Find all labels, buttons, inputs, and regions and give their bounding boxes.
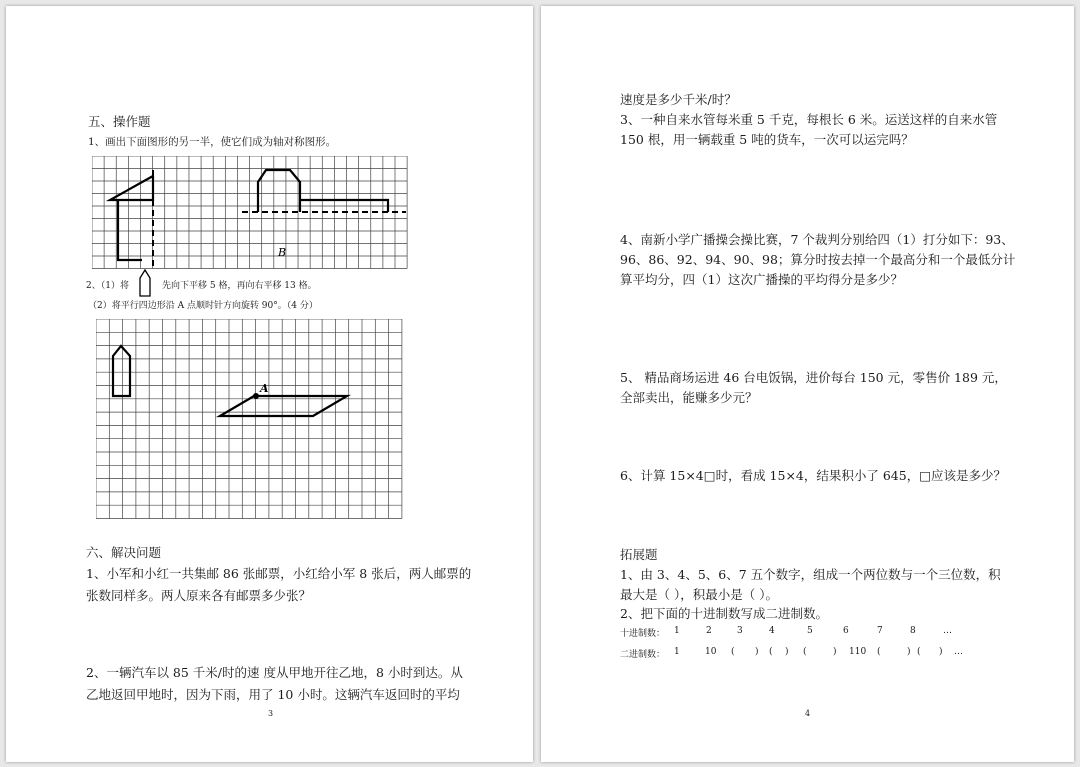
decimal-value: 3 — [737, 626, 743, 636]
problem5-line2: 全部卖出，能赚多少元？ — [620, 390, 758, 405]
question-1: 1、画出下面图形的另一半，使它们成为轴对称图形。 — [88, 136, 337, 148]
page-number-left: 3 — [268, 709, 274, 718]
problem4-line3: 算平均分，四（1）这次广播操的平均得分是多少？ — [620, 272, 903, 287]
decimal-value: 5 — [807, 626, 813, 636]
binary-value[interactable]: ( — [731, 647, 735, 657]
binary-value[interactable]: ) — [907, 647, 911, 657]
decimal-value: … — [943, 626, 952, 636]
section5-title: 五、操作题 — [88, 114, 151, 129]
page-number-right: 4 — [805, 709, 811, 718]
binary-value[interactable]: ( — [769, 647, 773, 657]
problem1-line2: 张数同样多。两人原来各有邮票多少张？ — [86, 588, 312, 603]
problem5-line1: 5、 精品商场运进 46 台电饭锅，进价每台 150 元，零售价 189 元， — [620, 370, 1007, 385]
grid1-label: B — [278, 246, 287, 259]
problem1-line1: 1、小军和小红一共集邮 86 张邮票，小红给小军 8 张后，两人邮票的 — [86, 566, 472, 581]
problem6-line1: 6、计算 15×4□时，看成 15×4，结果积小了 645，□应该是多少？ — [620, 468, 1007, 483]
binary-value[interactable]: ( — [917, 647, 921, 657]
extension1-line2: 最大是（ ），积最小是（ ）。 — [620, 587, 778, 602]
binary-value[interactable]: ) — [833, 647, 837, 657]
extension2-line1: 2、把下面的十进制数写成二进制数。 — [620, 606, 828, 621]
right-page — [541, 6, 1074, 762]
left-page — [6, 6, 533, 762]
problem2-line3: 速度是多少千米/时？ — [620, 92, 737, 107]
binary-value[interactable]: ) — [755, 647, 759, 657]
problem4-line2: 96、86、92、94、90、98；算分时按去掉一个最高分和一个最低分计 — [620, 252, 1016, 267]
binary-value[interactable]: ) — [785, 647, 789, 657]
problem3-line2: 150 根，用一辆载重 5 吨的货车，一次可以运完吗？ — [620, 132, 914, 147]
binary-label: 二进制数： — [620, 650, 666, 660]
binary-value: 10 — [705, 647, 717, 657]
transform-grid — [96, 319, 404, 521]
extension-title: 拓展题 — [620, 547, 658, 562]
decimal-value: 2 — [706, 626, 712, 636]
question-2-part1-suffix: 先向下平移 5 格，再向右平移 13 格。 — [162, 281, 317, 291]
decimal-value: 8 — [910, 626, 916, 636]
problem3-line1: 3、一种自来水管每米重 5 千克，每根长 6 米。运送这样的自来水管 — [620, 112, 998, 127]
binary-value[interactable]: ( — [803, 647, 807, 657]
decimal-value: 1 — [674, 626, 680, 636]
question-2-part1-prefix: 2、（1）将 — [86, 281, 129, 291]
grid2-label: A — [260, 382, 269, 395]
problem2-line2: 乙地返回甲地时，因为下雨，用了 10 小时。这辆汽车返回时的平均 — [86, 687, 460, 702]
binary-value: … — [954, 647, 963, 657]
decimal-label: 十进制数： — [620, 629, 666, 639]
point-a — [253, 393, 259, 399]
extension1-line1: 1、由 3、4、5、6、7 五个数字，组成一个两位数与一个三位数，积 — [620, 567, 1001, 582]
decimal-value: 4 — [769, 626, 775, 636]
binary-value: 1 — [674, 647, 680, 657]
section6-title: 六、解决问题 — [86, 545, 162, 560]
decimal-value: 6 — [843, 626, 849, 636]
pentagon-shape-icon — [138, 268, 152, 298]
decimal-value: 7 — [877, 626, 883, 636]
pentagon-figure — [113, 346, 130, 396]
problem4-line1: 4、南新小学广播操会操比赛，7 个裁判分别给四（1）打分如下：93、 — [620, 232, 1014, 247]
binary-value[interactable]: ( — [877, 647, 881, 657]
question-2-part2: （2）将平行四边形沿 A 点顺时针方向旋转 90°。（4 分） — [88, 301, 318, 311]
problem2-line1: 2、一辆汽车以 85 千米/时的速 度从甲地开往乙地，8 小时到达。从 — [86, 665, 463, 680]
binary-value[interactable]: ) — [939, 647, 943, 657]
left-figure-rect — [118, 200, 142, 260]
symmetry-grid — [92, 156, 408, 270]
binary-value: 110 — [849, 647, 867, 657]
